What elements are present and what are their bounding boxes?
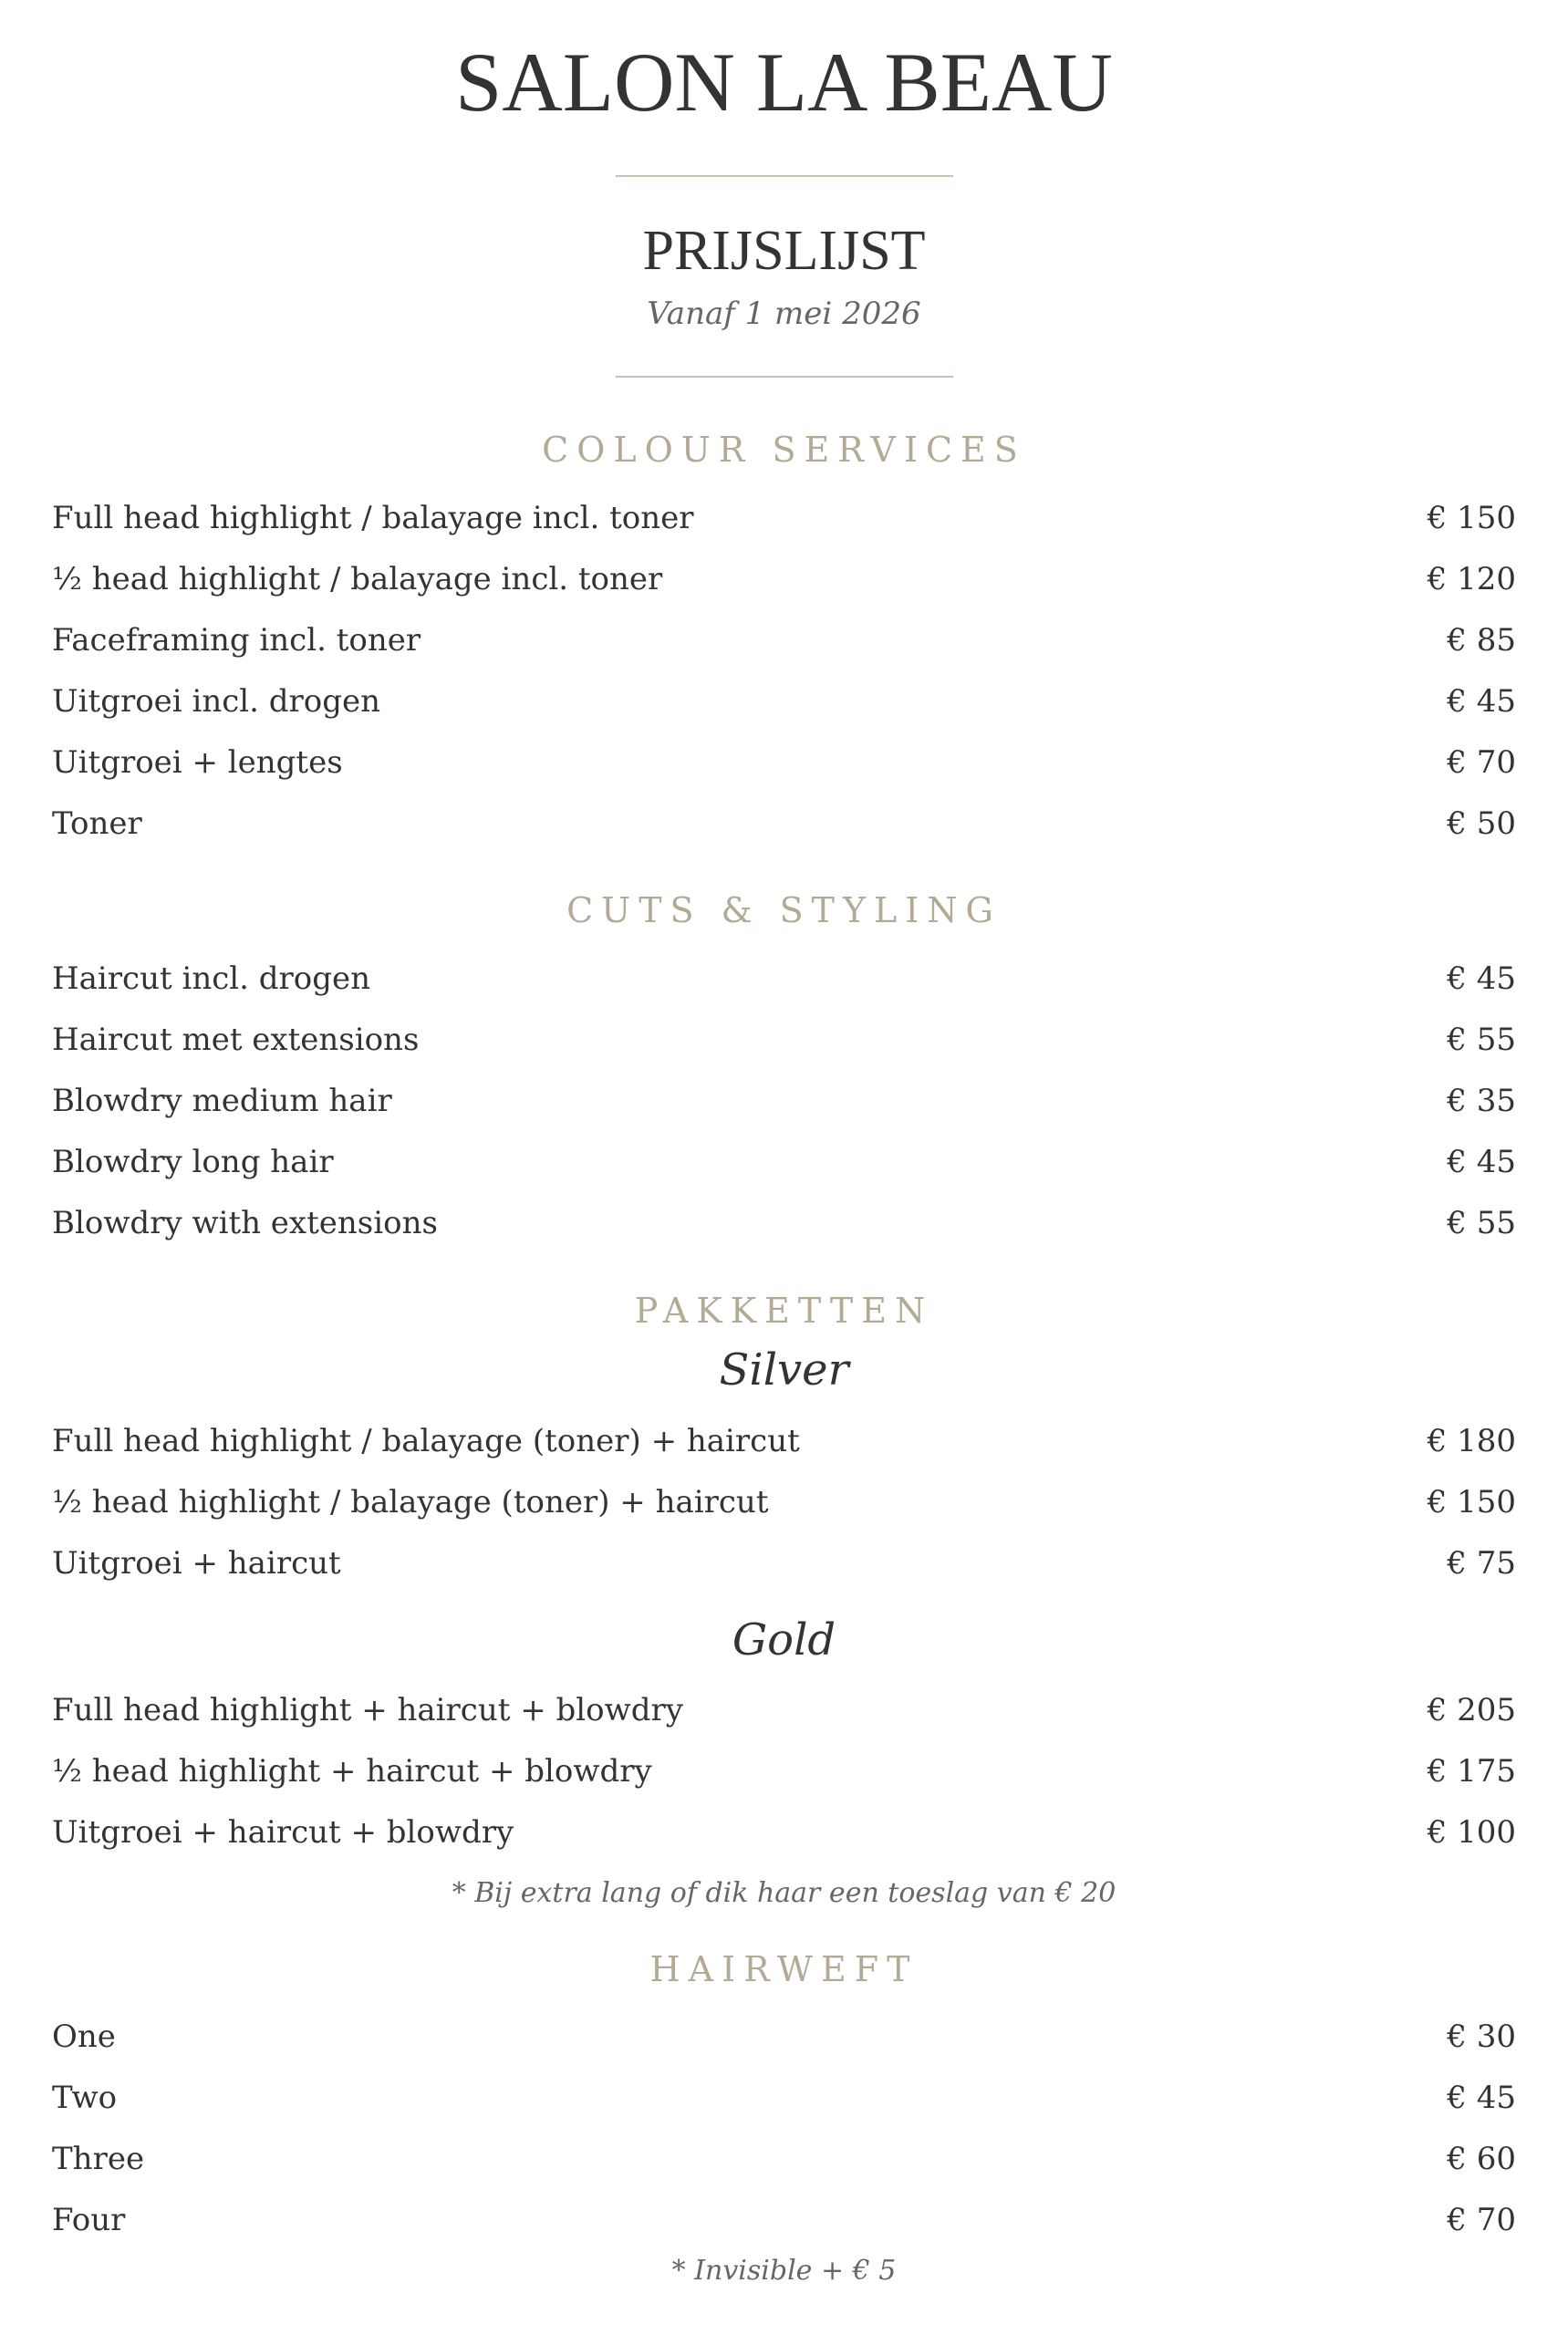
service-name: Blowdry long hair — [52, 1144, 334, 1180]
section-title-pakketten: PAKKETTEN — [634, 1291, 934, 1331]
service-price: € 70 — [1447, 2202, 1516, 2238]
service-name: Full head highlight / balayage (toner) + haircut — [52, 1423, 800, 1459]
service-price: € 70 — [1447, 744, 1516, 781]
service-name: ½ head highlight + haircut + blowdry — [52, 1753, 652, 1790]
surcharge-note: * Bij extra lang of dik haar een toeslag van € 20 — [452, 1877, 1116, 1909]
service-price: € 45 — [1447, 2080, 1516, 2116]
price-row — [52, 2198, 1516, 2242]
service-price: € 50 — [1447, 805, 1516, 842]
service-name: Blowdry with extensions — [52, 1205, 438, 1241]
service-price: € 55 — [1447, 1205, 1516, 1241]
service-price: € 55 — [1447, 1022, 1516, 1058]
price-row — [52, 741, 1516, 784]
service-name: Three — [52, 2141, 145, 2177]
section-title-cuts: CUTS & STYLING — [566, 890, 1002, 930]
service-price: € 75 — [1447, 1545, 1516, 1582]
invisible-note: * Invisible + € 5 — [671, 2255, 897, 2287]
price-row — [52, 618, 1516, 662]
service-name: Uitgroei + haircut — [52, 1545, 341, 1582]
package-title-silver: Silver — [719, 1344, 849, 1396]
service-name: Haircut met extensions — [52, 1022, 420, 1058]
price-row — [52, 496, 1516, 540]
price-row — [52, 1201, 1516, 1245]
service-name: Faceframing incl. toner — [52, 622, 421, 659]
service-price: € 150 — [1427, 1484, 1516, 1520]
service-price: € 35 — [1447, 1083, 1516, 1119]
price-row — [52, 2015, 1516, 2059]
price-row — [52, 2076, 1516, 2120]
service-price: € 60 — [1447, 2141, 1516, 2177]
price-row — [52, 1079, 1516, 1123]
salon-title: SALON LA BEAU — [455, 36, 1113, 129]
price-row — [52, 2137, 1516, 2181]
service-price: € 85 — [1447, 622, 1516, 659]
service-name: Two — [52, 2080, 118, 2116]
service-price: € 175 — [1427, 1753, 1516, 1790]
price-row — [52, 557, 1516, 601]
service-name: Uitgroei incl. drogen — [52, 683, 381, 720]
service-name: ½ head highlight / balayage (toner) + haircut — [52, 1484, 769, 1520]
divider-bottom — [616, 376, 953, 378]
service-name: Full head highlight + haircut + blowdry — [52, 1692, 683, 1728]
service-price: € 30 — [1447, 2018, 1516, 2055]
service-name: Haircut incl. drogen — [52, 960, 371, 997]
price-row — [52, 1811, 1516, 1854]
service-price: € 150 — [1427, 500, 1516, 536]
service-name: Full head highlight / balayage incl. toner — [52, 500, 694, 536]
price-row — [52, 957, 1516, 1001]
service-price: € 205 — [1427, 1692, 1516, 1728]
service-name: Four — [52, 2202, 126, 2238]
page-subtitle: PRIJSLIJST — [642, 220, 926, 282]
price-row — [52, 1419, 1516, 1463]
price-row — [52, 1018, 1516, 1062]
section-title-hairweft: HAIRWEFT — [649, 1949, 919, 1989]
price-row — [52, 1480, 1516, 1524]
price-row — [52, 1541, 1516, 1585]
package-title-gold: Gold — [732, 1614, 836, 1666]
service-price: € 180 — [1427, 1423, 1516, 1459]
service-name: ½ head highlight / balayage incl. toner — [52, 561, 663, 597]
section-title-colour: COLOUR SERVICES — [542, 430, 1026, 470]
service-price: € 100 — [1427, 1814, 1516, 1851]
service-price: € 45 — [1447, 683, 1516, 720]
service-name: Blowdry medium hair — [52, 1083, 392, 1119]
price-row — [52, 1688, 1516, 1732]
price-row — [52, 1749, 1516, 1793]
service-price: € 45 — [1447, 960, 1516, 997]
price-row — [52, 680, 1516, 723]
service-name: One — [52, 2018, 116, 2055]
service-name: Toner — [52, 805, 142, 842]
service-price: € 120 — [1427, 561, 1516, 597]
service-name: Uitgroei + haircut + blowdry — [52, 1814, 514, 1851]
service-name: Uitgroei + lengtes — [52, 744, 343, 781]
service-price: € 45 — [1447, 1144, 1516, 1180]
divider-top — [616, 175, 953, 177]
valid-from-date: Vanaf 1 mei 2026 — [647, 296, 921, 332]
price-row — [52, 802, 1516, 846]
price-row — [52, 1140, 1516, 1184]
